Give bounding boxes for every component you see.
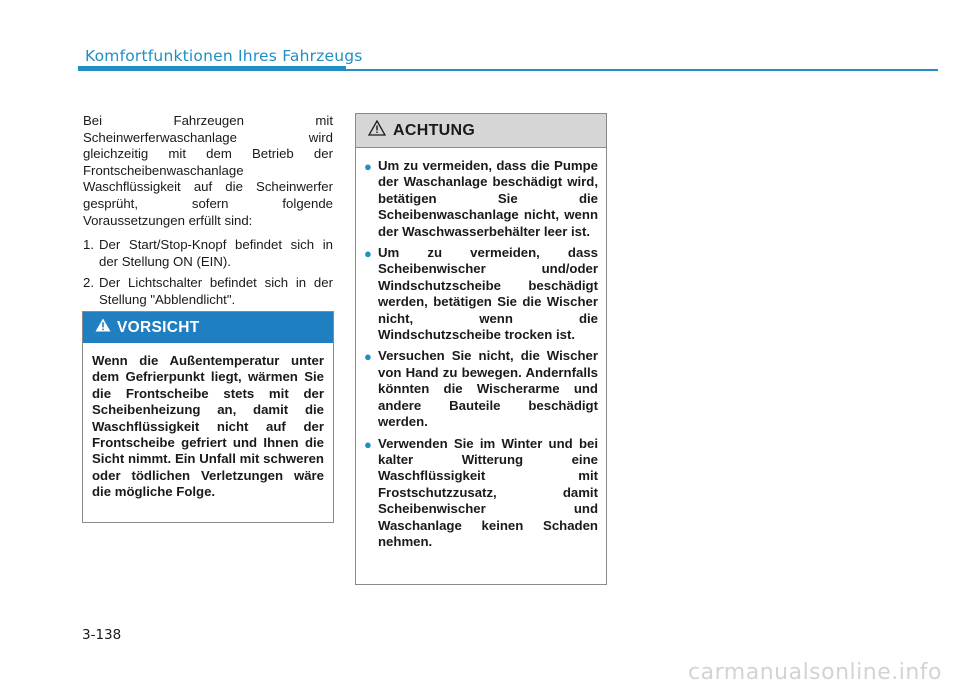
warning-item (364, 436, 598, 551)
warning-item-text: Versuchen Sie nicht, die Wischer von Hand zu bewegen. Andernfalls könnten die Wischerarme und andere Bauteile beschädigt werden. (378, 348, 598, 430)
warning-item (364, 245, 598, 343)
warning-triangle-outline-icon (368, 120, 386, 141)
caution-header (83, 312, 333, 343)
header-rule-thick (78, 66, 346, 71)
step-number: 2. (83, 275, 94, 291)
step-item (83, 237, 333, 270)
warning-item (364, 348, 598, 430)
intro-paragraph: Bei Fahrzeugen mit Scheinwerferwaschanlage wird gleichzeitig mit dem Betrieb der Frontscheibenwaschanlage Waschflüssigkeit auf die Scheinwerfer gesprüht, sofern folgende Voraussetzungen erfüllt sind: (83, 113, 333, 228)
caution-box (82, 311, 334, 523)
watermark: carmanualsonline.info (688, 660, 942, 685)
bullet-icon: ● (364, 436, 372, 452)
warning-list (356, 148, 606, 550)
warning-box (355, 113, 607, 585)
warning-header (356, 114, 606, 148)
warning-item-text: Um zu vermeiden, dass die Pumpe der Waschanlage beschädigt wird, betätigen Sie die Scheibenwaschanlage nicht, wenn der Waschwasserbehälter leer ist. (378, 158, 598, 239)
header-rule-thin (346, 69, 938, 71)
bullet-icon: ● (364, 246, 372, 262)
bullet-icon: ● (364, 349, 372, 365)
bullet-icon: ● (364, 159, 372, 174)
steps-list (83, 237, 333, 308)
caution-body: Wenn die Außentemperatur unter dem Gefrierpunkt liegt, wärmen Sie die Frontscheibe stets mit der Scheibenheizung an, damit die Waschflüssigkeit nicht auf der Frontscheibe gefriert und Ihnen die Sicht nimmt. Ein Unfall mit schweren oder tödlichen Verletzungen wäre die mögliche Folge. (92, 353, 324, 500)
warning-item (364, 158, 598, 240)
step-item (83, 275, 333, 308)
step-text: Der Lichtschalter befindet sich in der Stellung "Abblendlicht". (99, 275, 333, 307)
step-text: Der Start/Stop-Knopf befindet sich in der Stellung ON (EIN). (99, 237, 333, 269)
section-title: Komfortfunktionen Ihres Fahrzeugs (85, 47, 363, 65)
page-number: 3-138 (82, 627, 122, 643)
warning-triangle-icon (95, 318, 111, 337)
warning-item-text: Um zu vermeiden, dass Scheibenwischer und/oder Windschutzscheibe beschädigt werden, betätigen Sie die Wischer nicht, wenn die Windschutzscheibe trocken ist. (378, 245, 598, 343)
warning-item-text: Verwenden Sie im Winter und bei kalter Witterung eine Waschflüssigkeit mit Frostschutzzusatz, damit Scheibenwischer und Waschanlage keinen Schaden nehmen. (378, 435, 598, 549)
warning-title: ACHTUNG (393, 121, 476, 139)
left-column (83, 113, 333, 314)
caution-title: VORSICHT (117, 318, 200, 336)
step-number: 1. (83, 237, 94, 253)
